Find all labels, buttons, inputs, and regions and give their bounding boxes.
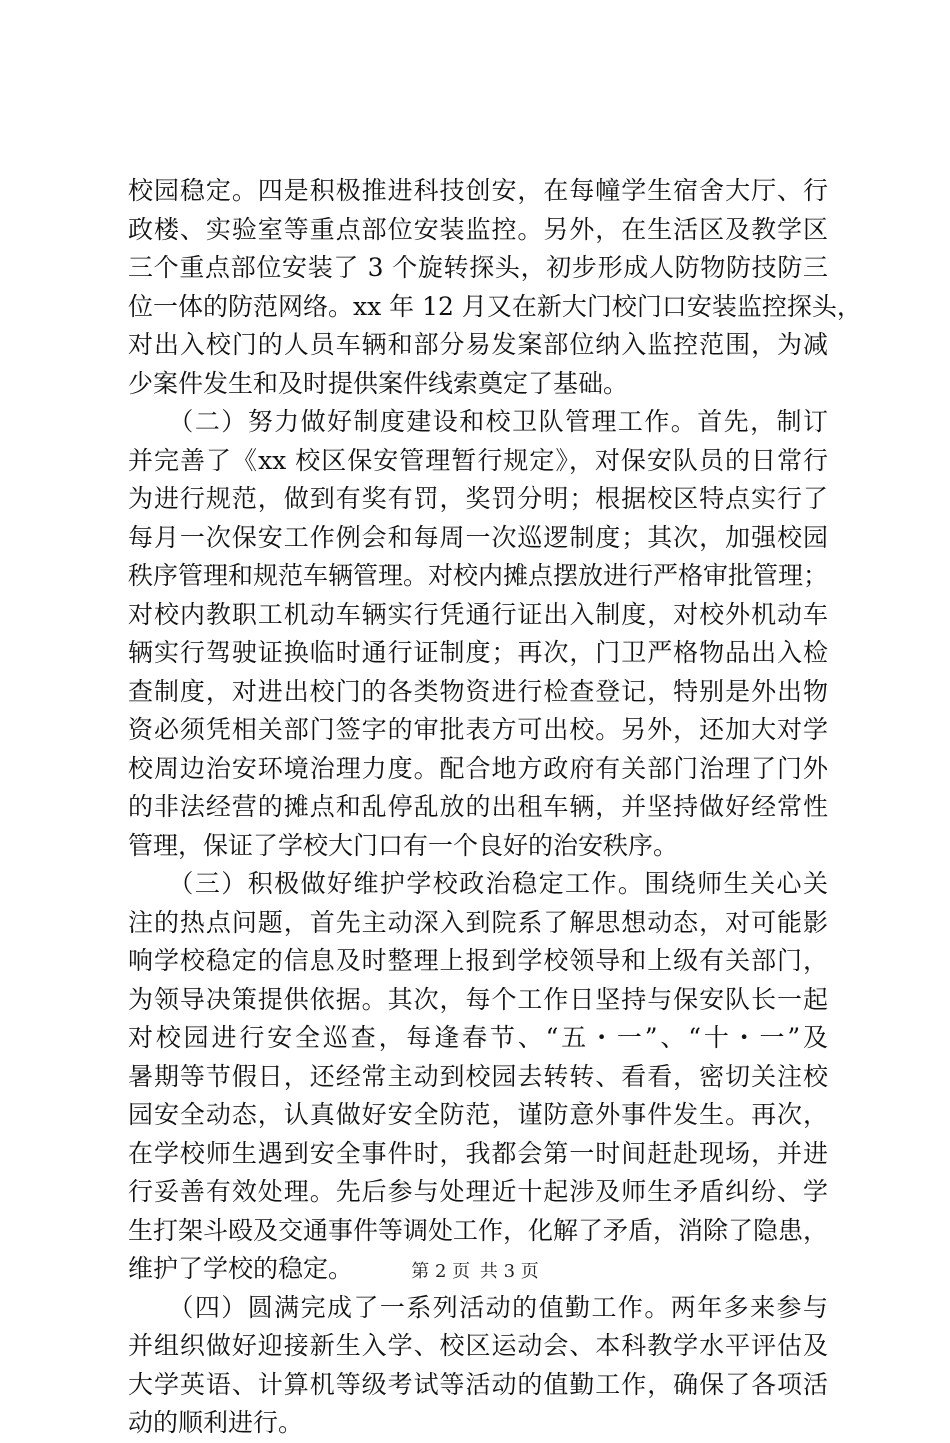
page-number: 第 2 页 [411, 1261, 471, 1282]
text-line: 并组织做好迎接新生入学、校区运动会、本科教学水平评估及 [128, 1331, 828, 1360]
text-line: （四）圆满完成了一系列活动的值勤工作。两年多来参与 [128, 1292, 828, 1322]
text-line: 管理，保证了学校大门口有一个良好的治安秩序。 [128, 830, 679, 860]
text-line: （三）积极做好维护学校政治稳定工作。围绕师生关心关 [128, 869, 828, 898]
text-line: 对校园进行安全巡查，每逢春节、“五・一”、“十・一”及 [128, 1023, 828, 1052]
text-line: 为领导决策提供依据。其次，每个工作日坚持与保安队长一起 [128, 984, 828, 1014]
text-line: 为进行规范，做到有奖有罚，奖罚分明；根据校区特点实行了 [128, 484, 828, 513]
text-line: 位一体的防范网络。xx 年 12 月又在新大门校门口安装监控探头， [128, 291, 862, 321]
text-line: 并完善了《xx 校区保安管理暂行规定》，对保安队员的日常行 [128, 445, 828, 475]
page-total: 共 3 页 [479, 1261, 539, 1282]
text-line: （二）努力做好制度建设和校卫队管理工作。首先，制订 [128, 407, 828, 436]
page-footer [0, 1257, 950, 1283]
text-line: 动的顺利进行。 [128, 1408, 304, 1437]
text-line: 注的热点问题，首先主动深入到院系了解思想动态，对可能影 [128, 907, 828, 937]
text-line: 大学英语、计算机等级考试等活动的值勤工作，确保了各项活 [128, 1369, 828, 1399]
text-line: 维护了学校的稳定。 [128, 1254, 354, 1283]
text-line: 在学校师生遇到安全事件时，我都会第一时间赶赴现场，并进 [128, 1138, 828, 1168]
text-line: 园安全动态，认真做好安全防范，谨防意外事件发生。再次， [128, 1100, 828, 1129]
text-line: 每月一次保安工作例会和每周一次巡逻制度；其次，加强校园 [128, 522, 828, 552]
document-body [128, 172, 862, 1443]
text-line: 对校内教职工机动车辆实行凭通行证出入制度，对校外机动车 [128, 599, 828, 629]
text-line: 生打架斗殴及交通事件等调处工作，化解了矛盾，消除了隐患， [128, 1215, 829, 1245]
text-line: 行妥善有效处理。先后参与处理近十起涉及师生矛盾纠纷、学 [128, 1177, 828, 1206]
text-line: 秩序管理和规范车辆管理。对校内摊点摆放进行严格审批管理； [128, 561, 829, 590]
text-line: 辆实行驾驶证换临时通行证制度；再次，门卫严格物品出入检 [128, 638, 828, 667]
text-line: 响学校稳定的信息及时整理上报到学校领导和上级有关部门， [128, 946, 828, 975]
text-line: 少案件发生和及时提供案件线索奠定了基础。 [128, 368, 629, 398]
text-line: 对出入校门的人员车辆和部分易发案部位纳入监控范围，为减 [128, 330, 828, 359]
text-line: 校园稳定。四是积极推进科技创安，在每幢学生宿舍大厅、行 [128, 176, 828, 205]
text-line: 暑期等节假日，还经常主动到校园去转转、看看，密切关注校 [128, 1061, 828, 1091]
text-line: 的非法经营的摊点和乱停乱放的出租车辆，并坚持做好经常性 [128, 792, 828, 821]
text-line: 政楼、实验室等重点部位安装监控。另外，在生活区及教学区 [128, 214, 828, 244]
text-line: 三个重点部位安装了 3 个旋转探头，初步形成人防物防技防三 [128, 253, 828, 282]
text-line: 资必须凭相关部门签字的审批表方可出校。另外，还加大对学 [128, 715, 828, 744]
text-line: 查制度，对进出校门的各类物资进行检查登记，特别是外出物 [128, 676, 828, 706]
text-line: 校周边治安环境治理力度。配合地方政府有关部门治理了门外 [128, 753, 828, 783]
